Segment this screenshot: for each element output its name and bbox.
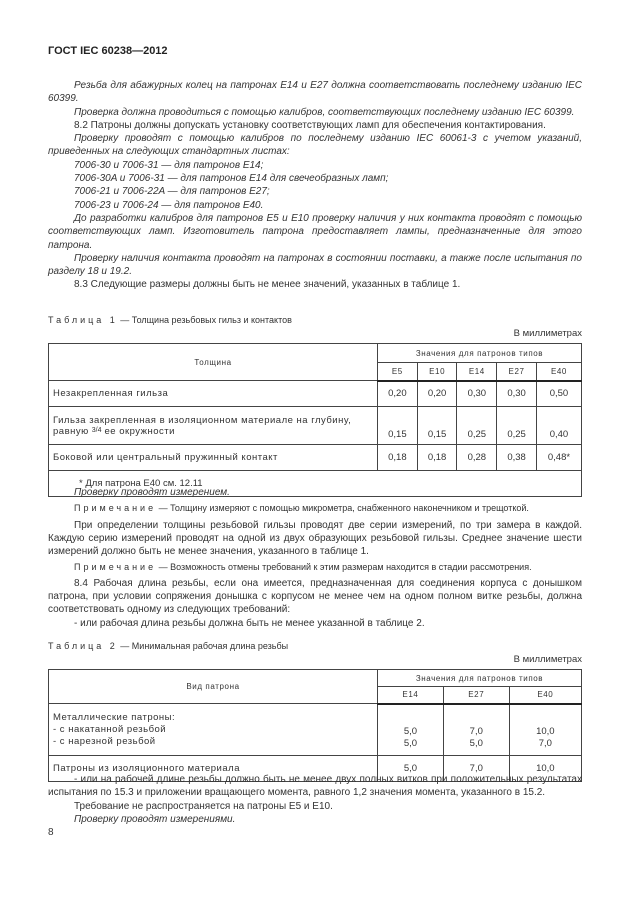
cell-value: 5,0 [469, 738, 483, 749]
cell-values [509, 704, 581, 756]
type-header: E27 [497, 363, 537, 381]
table-1-block [48, 314, 582, 497]
row-label [49, 704, 378, 756]
cell-value: 0,40 [536, 407, 581, 445]
table-row [49, 445, 582, 471]
cell-value: 0,48* [536, 445, 581, 471]
label-text: Гильза закрепленная в изоляционном материале на глубину, равную [53, 414, 352, 437]
table-1-unit: В миллиметрах [513, 328, 582, 339]
closing-text [48, 773, 582, 826]
section-8-1-8-3 [48, 79, 582, 292]
paragraph: 8.3 Следующие размеры должны быть не менее значений, указанных в таблице 1. [74, 279, 461, 291]
cell-value: 0,20 [378, 381, 418, 407]
check-text: Проверку проводят измерением. [74, 487, 230, 498]
row-label [49, 445, 378, 471]
paragraph: Резьба для абажурных колец на патронах Е14 и Е27 должна соответствовать последнему изданию IEC 60399. [48, 80, 582, 105]
table-row [49, 381, 582, 407]
group-header: Значения для патронов типов [378, 670, 582, 687]
paragraph: - или на рабочей длине резьбы должно быть не менее двух полных витков при положительных результатах испытания по 15.3 и приложении вращающего момента, равного 1,2 значения момента, указанного в 15.2. [48, 774, 582, 799]
table-2-caption [48, 640, 582, 652]
type-header: E40 [509, 687, 581, 704]
cell-value: 0,18 [417, 445, 457, 471]
cell-value: 5,0 [403, 762, 418, 774]
type-header: E27 [443, 687, 509, 704]
paragraph: 7006-23 и 7006-24 — для патронов Е40. [74, 199, 264, 211]
note-text: — Толщину измеряют с помощью микрометра, снабженного наконечником и трещоткой. [156, 503, 529, 514]
type-header: E14 [457, 363, 497, 381]
cell-value: 0,30 [457, 381, 497, 407]
table-row [49, 704, 582, 756]
table-row [49, 407, 582, 445]
cell-value: 0,50 [536, 381, 581, 407]
cell-value: 0,25 [497, 407, 537, 445]
cell-values [443, 704, 509, 756]
cell-value: 7,0 [538, 738, 552, 749]
paragraph: При определении толщины резьбовой гильзы проводят две серии измерений, по три замера в каждой. Каждую серию измерений проводят на одной из двух образующих резьбовой гильзы. Среднее значение шести измерений должно быть не менее значения, указанного в таблице 1. [48, 519, 582, 558]
paragraph: 7006-21 и 7006-22A — для патронов Е27; [74, 186, 270, 198]
group-header: Значения для патронов типов [378, 344, 582, 363]
paragraph: Требование не распространяется на патроны Е5 и Е10. [74, 800, 333, 812]
paragraph: 7006-30 и 7006-31 — для патронов Е14; [74, 159, 264, 171]
caption-label: Таблица 2 [48, 641, 118, 651]
label-line: - с накатанной резьбой [53, 723, 167, 735]
type-header: E14 [378, 687, 444, 704]
caption-text: — Минимальная рабочая длина резьбы [117, 641, 289, 651]
caption-text: — Толщина резьбовых гильз и контактов [117, 315, 292, 325]
type-header: E10 [417, 363, 457, 381]
col-header: Вид патрона [49, 670, 378, 704]
table-2-block [48, 640, 582, 782]
cell-value: 0,30 [497, 381, 537, 407]
label-line: - с нарезной резьбой [53, 735, 156, 747]
table-1 [48, 343, 582, 497]
note-1 [48, 502, 582, 515]
row-label [49, 381, 378, 407]
cell-value: 5,0 [403, 726, 418, 737]
label-line: Металлические патроны: [53, 711, 176, 723]
cell-value: 0,28 [457, 445, 497, 471]
check-text: Проверку проводят измерениями. [74, 813, 236, 825]
cell-value: 10,0 [536, 726, 555, 737]
cell-value: 0,15 [378, 407, 418, 445]
row-label [49, 407, 378, 445]
paragraph: Проверку проводят с помощью калибров по последнему изданию IEC 60061-3 с учетом указаний, приведенных на следующих стандартных листах: [48, 133, 582, 158]
note-2 [48, 561, 582, 574]
fraction: 3/4 [91, 426, 102, 434]
label-line: Патроны из изоляционного материала [53, 762, 240, 774]
cell-value: 0,20 [417, 381, 457, 407]
label-end: ее окружности [104, 425, 175, 437]
col-header: Толщина [49, 344, 378, 381]
paragraph: 7006-30A и 7006-31 — для патронов Е14 для свечеобразных ламп; [74, 173, 389, 185]
cell-value: 0,18 [378, 445, 418, 471]
note-text: — Возможность отмены требований к этим размерам находится в стадии рассмотрения. [156, 562, 532, 573]
label-text: Боковой или центральный пружинный контакт [53, 452, 278, 463]
paragraph-8-4: 8.4 Рабочая длина резьбы, если она имеется, предназначенная для соединения корпуса с донышком патрона, при условии сопряжения донышка с корпусом не менее чем на одном полном витке резьбы, должна соответствовать одному из следующих требований: [48, 577, 582, 616]
document-header: ГОСТ IEC 60238—2012 [48, 45, 168, 57]
type-header: E40 [536, 363, 581, 381]
section-8-4 [48, 486, 582, 630]
cell-value: 0,25 [457, 407, 497, 445]
cell-value: 0,38 [497, 445, 537, 471]
label-text: Незакрепленная гильза [53, 388, 169, 399]
cell-value: 5,0 [403, 738, 418, 749]
cell-value: 10,0 [536, 762, 555, 774]
cell-value: 7,0 [469, 726, 483, 737]
note-label: Примечание [74, 562, 157, 573]
paragraph: Проверка должна проводиться с помощью калибров, соответствующих последнему изданию IEC 60399. [74, 106, 575, 118]
cell-value: 0,15 [417, 407, 457, 445]
table-1-caption [48, 314, 582, 326]
note-label: Примечание [74, 503, 157, 514]
paragraph: До разработки калибров для патронов Е5 и Е10 проверку наличия у них контакта проводят с помощью соответствующих ламп. Изготовитель патрона предоставляет лампы, предназначенные для этого патрона. [48, 212, 582, 251]
cell-value: 7,0 [469, 762, 483, 774]
table-1-footnote: * Для патрона Е40 см. 12.11 [49, 471, 582, 497]
type-header: E5 [378, 363, 418, 381]
table-2 [48, 669, 582, 782]
page-number: 8 [48, 827, 54, 838]
cell-values [378, 704, 444, 756]
table-2-unit: В миллиметрах [513, 654, 582, 665]
caption-label: Таблица 1 [48, 315, 118, 325]
paragraph: - или рабочая длина резьбы должна быть не менее указанной в таблице 2. [74, 617, 425, 629]
paragraph: Проверку наличия контакта проводят на патронах в состоянии поставки, а также после испытания по разделу 18 и 19.2. [48, 252, 582, 278]
paragraph: 8.2 Патроны должны допускать установку соответствующих ламп для обеспечения контактирования. [74, 119, 546, 131]
